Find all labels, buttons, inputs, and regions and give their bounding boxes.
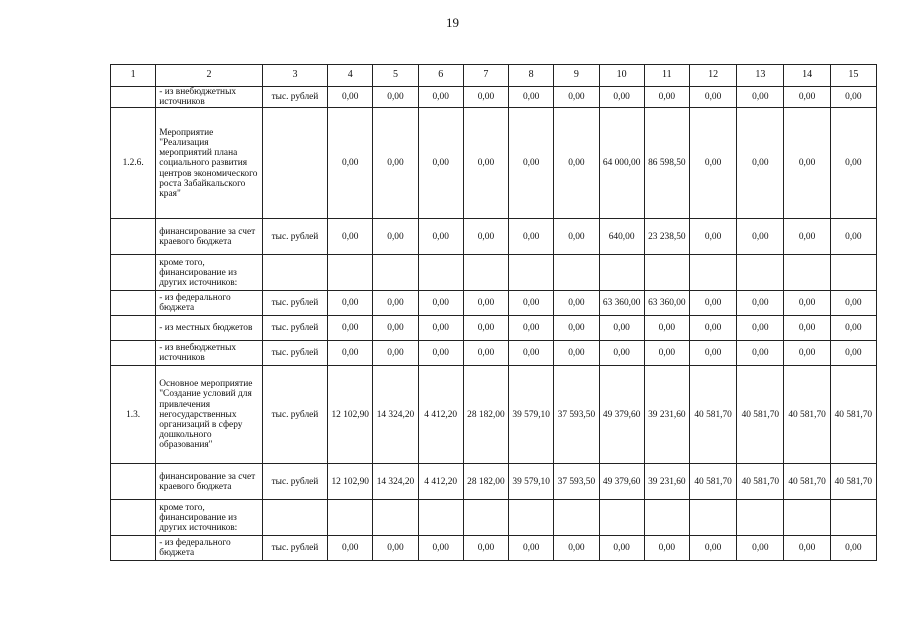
value-cell: 0,00: [554, 108, 599, 219]
value-cell: 0,00: [463, 87, 508, 108]
value-cell: 0,00: [599, 87, 644, 108]
value-cell: 0,00: [554, 341, 599, 366]
value-cell: 28 182,00: [463, 464, 508, 500]
value-cell: 0,00: [463, 291, 508, 316]
table-row: [111, 255, 877, 291]
value-cell: 63 360,00: [644, 291, 689, 316]
value-cell: [373, 500, 418, 536]
value-cell: 0,00: [418, 87, 463, 108]
value-cell: 0,00: [328, 87, 373, 108]
value-cell: [554, 500, 599, 536]
value-cell: [830, 255, 876, 291]
value-cell: 0,00: [554, 316, 599, 341]
row-number: 1.2.6.: [111, 108, 156, 219]
value-cell: 40 581,70: [689, 366, 736, 464]
table-header-row: [111, 65, 877, 87]
value-cell: 0,00: [554, 291, 599, 316]
value-cell: 0,00: [689, 536, 736, 561]
row-unit: тыс. рублей: [262, 341, 327, 366]
value-cell: 0,00: [509, 536, 554, 561]
row-unit: тыс. рублей: [262, 366, 327, 464]
budget-table: [110, 64, 877, 561]
value-cell: 0,00: [784, 341, 830, 366]
row-description: кроме того, финансирование из других источников:: [156, 500, 263, 536]
column-header: 5: [373, 65, 418, 87]
row-unit: тыс. рублей: [262, 87, 327, 108]
table-row: [111, 500, 877, 536]
table-row: [111, 108, 877, 219]
value-cell: [830, 500, 876, 536]
row-description: финансирование за счет краевого бюджета: [156, 464, 263, 500]
value-cell: 0,00: [373, 87, 418, 108]
value-cell: 39 579,10: [509, 366, 554, 464]
table-row: [111, 366, 877, 464]
table-row: [111, 536, 877, 561]
row-description: Основное мероприятие "Создание условий для привлечения негосударственных организаций в сферу дошкольного образования": [156, 366, 263, 464]
value-cell: 49 379,60: [599, 464, 644, 500]
value-cell: 0,00: [418, 108, 463, 219]
value-cell: [509, 255, 554, 291]
value-cell: 0,00: [418, 341, 463, 366]
value-cell: [737, 500, 784, 536]
value-cell: [418, 255, 463, 291]
value-cell: 0,00: [373, 316, 418, 341]
value-cell: 0,00: [644, 536, 689, 561]
row-number: 1.3.: [111, 366, 156, 464]
value-cell: 0,00: [373, 219, 418, 255]
value-cell: 0,00: [509, 341, 554, 366]
value-cell: [599, 255, 644, 291]
column-header: 10: [599, 65, 644, 87]
value-cell: 0,00: [554, 87, 599, 108]
value-cell: 0,00: [784, 316, 830, 341]
column-header: 3: [262, 65, 327, 87]
value-cell: 0,00: [418, 219, 463, 255]
value-cell: 0,00: [373, 291, 418, 316]
value-cell: 0,00: [830, 341, 876, 366]
value-cell: [599, 500, 644, 536]
value-cell: 0,00: [463, 219, 508, 255]
value-cell: 23 238,50: [644, 219, 689, 255]
row-unit: тыс. рублей: [262, 464, 327, 500]
value-cell: 14 324,20: [373, 366, 418, 464]
column-header: 12: [689, 65, 736, 87]
value-cell: 0,00: [689, 341, 736, 366]
value-cell: 0,00: [328, 108, 373, 219]
value-cell: 40 581,70: [830, 366, 876, 464]
value-cell: 0,00: [328, 316, 373, 341]
row-number: [111, 219, 156, 255]
table-row: [111, 316, 877, 341]
value-cell: 39 579,10: [509, 464, 554, 500]
value-cell: 0,00: [830, 219, 876, 255]
row-number: [111, 341, 156, 366]
value-cell: [689, 500, 736, 536]
row-unit: тыс. рублей: [262, 316, 327, 341]
value-cell: 0,00: [509, 87, 554, 108]
value-cell: 0,00: [689, 291, 736, 316]
row-number: [111, 87, 156, 108]
value-cell: [418, 500, 463, 536]
value-cell: 0,00: [328, 341, 373, 366]
column-header: 2: [156, 65, 263, 87]
value-cell: 0,00: [463, 316, 508, 341]
value-cell: 0,00: [599, 316, 644, 341]
value-cell: 0,00: [599, 536, 644, 561]
value-cell: 0,00: [509, 219, 554, 255]
table-row: [111, 341, 877, 366]
value-cell: 0,00: [463, 536, 508, 561]
value-cell: 40 581,70: [784, 464, 830, 500]
value-cell: 0,00: [830, 536, 876, 561]
value-cell: 0,00: [328, 536, 373, 561]
column-header: 14: [784, 65, 830, 87]
value-cell: 40 581,70: [737, 464, 784, 500]
table-row: [111, 219, 877, 255]
row-unit: тыс. рублей: [262, 291, 327, 316]
column-header: 6: [418, 65, 463, 87]
value-cell: 4 412,20: [418, 366, 463, 464]
value-cell: 40 581,70: [784, 366, 830, 464]
row-description: - из местных бюджетов: [156, 316, 263, 341]
value-cell: 0,00: [644, 341, 689, 366]
value-cell: [784, 255, 830, 291]
value-cell: 12 102,90: [328, 464, 373, 500]
value-cell: 0,00: [644, 87, 689, 108]
row-number: [111, 500, 156, 536]
value-cell: 0,00: [599, 341, 644, 366]
table-row: [111, 464, 877, 500]
value-cell: [644, 500, 689, 536]
value-cell: 0,00: [418, 316, 463, 341]
value-cell: 0,00: [463, 341, 508, 366]
value-cell: 0,00: [509, 316, 554, 341]
row-unit: [262, 108, 327, 219]
value-cell: 0,00: [784, 536, 830, 561]
row-description: кроме того, финансирование из других источников:: [156, 255, 263, 291]
value-cell: [644, 255, 689, 291]
row-description: - из федерального бюджета: [156, 291, 263, 316]
value-cell: 0,00: [784, 291, 830, 316]
column-header: 8: [509, 65, 554, 87]
value-cell: [373, 255, 418, 291]
row-description: - из внебюджетных источников: [156, 341, 263, 366]
value-cell: 0,00: [830, 108, 876, 219]
value-cell: 0,00: [328, 219, 373, 255]
value-cell: 64 000,00: [599, 108, 644, 219]
value-cell: 28 182,00: [463, 366, 508, 464]
value-cell: 0,00: [784, 87, 830, 108]
value-cell: 0,00: [737, 536, 784, 561]
value-cell: 49 379,60: [599, 366, 644, 464]
value-cell: 0,00: [737, 291, 784, 316]
row-number: [111, 536, 156, 561]
column-header: 7: [463, 65, 508, 87]
value-cell: 0,00: [784, 108, 830, 219]
column-header: 11: [644, 65, 689, 87]
row-number: [111, 255, 156, 291]
value-cell: 0,00: [830, 291, 876, 316]
value-cell: 40 581,70: [830, 464, 876, 500]
value-cell: 40 581,70: [689, 464, 736, 500]
value-cell: 0,00: [689, 219, 736, 255]
row-description: Мероприятие "Реализация мероприятий плана социального развития центров экономического роста Забайкальского края": [156, 108, 263, 219]
value-cell: 86 598,50: [644, 108, 689, 219]
row-number: [111, 316, 156, 341]
column-header: 13: [737, 65, 784, 87]
value-cell: [554, 255, 599, 291]
row-description: - из федерального бюджета: [156, 536, 263, 561]
value-cell: [328, 255, 373, 291]
value-cell: 12 102,90: [328, 366, 373, 464]
value-cell: 0,00: [689, 87, 736, 108]
value-cell: 0,00: [373, 108, 418, 219]
value-cell: 14 324,20: [373, 464, 418, 500]
value-cell: 4 412,20: [418, 464, 463, 500]
column-header: 15: [830, 65, 876, 87]
row-number: [111, 291, 156, 316]
table-row: [111, 291, 877, 316]
value-cell: 39 231,60: [644, 366, 689, 464]
value-cell: 0,00: [737, 219, 784, 255]
table-row: [111, 87, 877, 108]
value-cell: 0,00: [418, 291, 463, 316]
value-cell: 0,00: [509, 291, 554, 316]
row-unit: [262, 255, 327, 291]
value-cell: [328, 500, 373, 536]
value-cell: 0,00: [373, 536, 418, 561]
value-cell: 0,00: [737, 316, 784, 341]
value-cell: [737, 255, 784, 291]
value-cell: 0,00: [554, 536, 599, 561]
value-cell: 39 231,60: [644, 464, 689, 500]
column-header: 9: [554, 65, 599, 87]
value-cell: 0,00: [830, 316, 876, 341]
value-cell: 0,00: [689, 108, 736, 219]
value-cell: 0,00: [830, 87, 876, 108]
value-cell: [509, 500, 554, 536]
value-cell: 0,00: [644, 316, 689, 341]
value-cell: [463, 255, 508, 291]
value-cell: 0,00: [737, 87, 784, 108]
value-cell: 0,00: [737, 341, 784, 366]
value-cell: [689, 255, 736, 291]
value-cell: 0,00: [784, 219, 830, 255]
value-cell: 0,00: [689, 316, 736, 341]
value-cell: 0,00: [509, 108, 554, 219]
value-cell: 40 581,70: [737, 366, 784, 464]
value-cell: 63 360,00: [599, 291, 644, 316]
row-description: финансирование за счет краевого бюджета: [156, 219, 263, 255]
column-header: 4: [328, 65, 373, 87]
row-number: [111, 464, 156, 500]
value-cell: 0,00: [328, 291, 373, 316]
page-number: 19: [446, 15, 459, 30]
row-unit: [262, 500, 327, 536]
value-cell: [784, 500, 830, 536]
row-unit: тыс. рублей: [262, 219, 327, 255]
value-cell: 0,00: [463, 108, 508, 219]
value-cell: 640,00: [599, 219, 644, 255]
value-cell: 37 593,50: [554, 366, 599, 464]
column-header: 1: [111, 65, 156, 87]
value-cell: [463, 500, 508, 536]
value-cell: 0,00: [418, 536, 463, 561]
value-cell: 0,00: [373, 341, 418, 366]
row-description: - из внебюджетных источников: [156, 87, 263, 108]
value-cell: 0,00: [737, 108, 784, 219]
row-unit: тыс. рублей: [262, 536, 327, 561]
value-cell: 0,00: [554, 219, 599, 255]
value-cell: 37 593,50: [554, 464, 599, 500]
